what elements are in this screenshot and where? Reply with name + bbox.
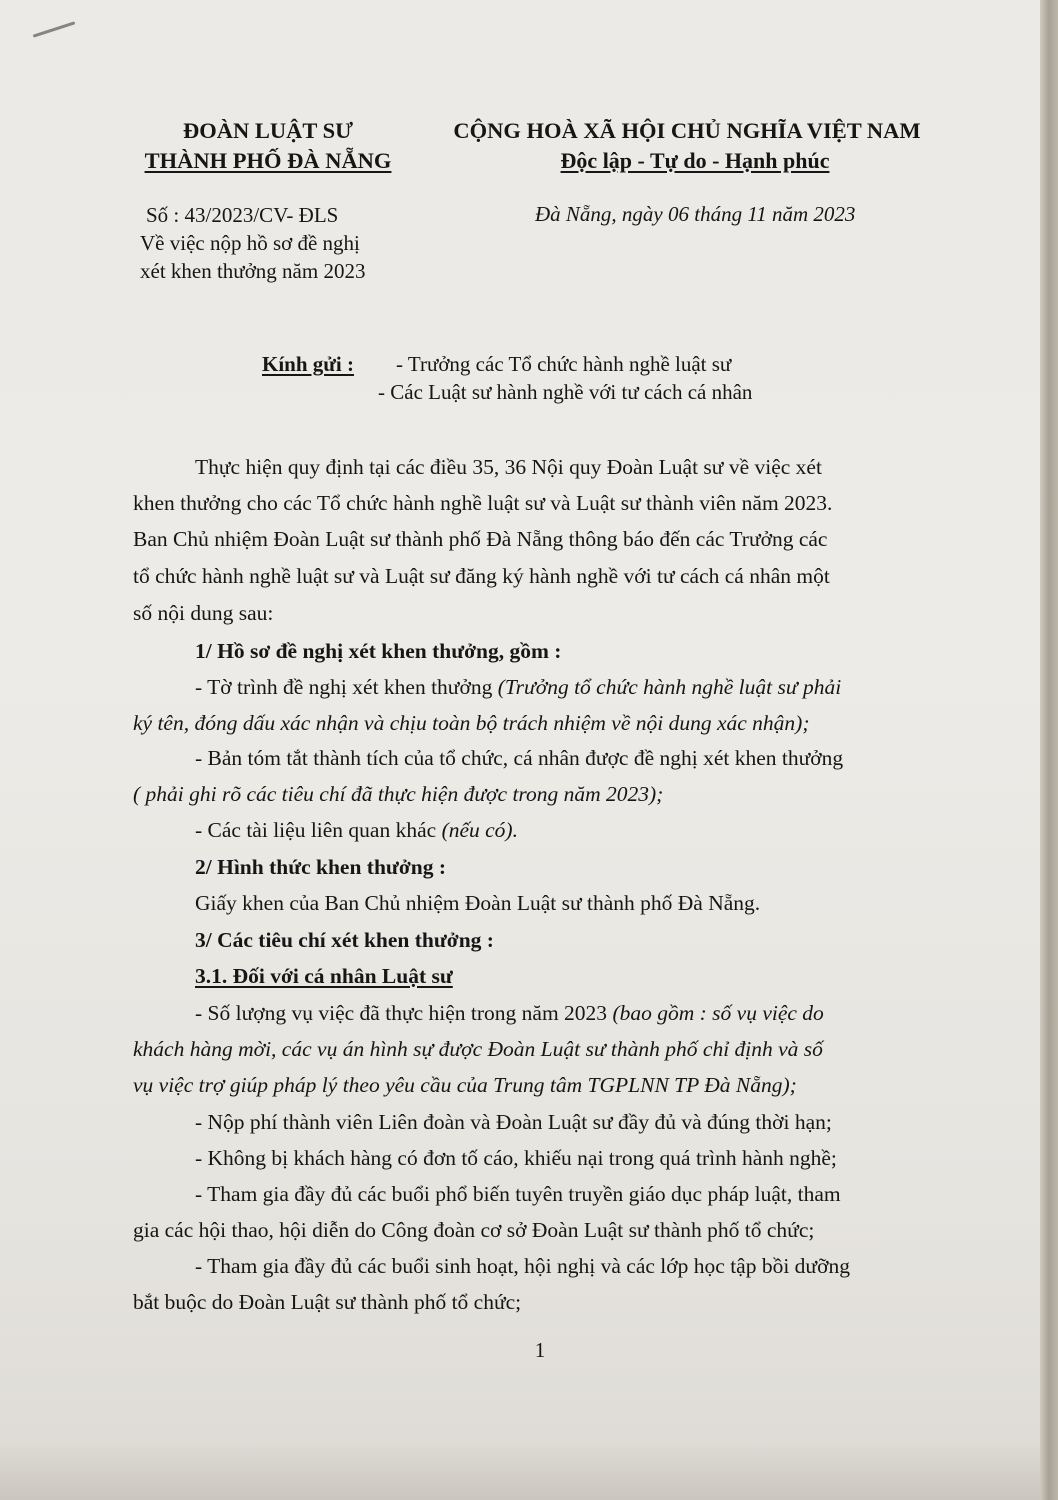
section2-title: 2/ Hình thức khen thưởng : xyxy=(195,855,446,879)
criterion4-cont: gia các hội thao, hội diễn do Công đoàn cơ sở Đoàn Luật sư thành phố tổ chức; xyxy=(133,1218,815,1242)
recipient-1: - Trưởng các Tổ chức hành nghề luật sư xyxy=(396,352,732,376)
place-date: Đà Nẵng, ngày 06 tháng 11 năm 2023 xyxy=(535,202,856,226)
criterion3: - Không bị khách hàng có đơn tố cáo, khiếu nại trong quá trình hành nghề; xyxy=(195,1146,837,1170)
section3-title: 3/ Các tiêu chí xét khen thưởng : xyxy=(195,928,494,952)
page-edge xyxy=(1040,0,1058,1500)
section2-text: Giấy khen của Ban Chủ nhiệm Đoàn Luật sư thành phố Đà Nẵng. xyxy=(195,891,761,915)
criterion1-cont1: khách hàng mời, các vụ án hình sự được Đoàn Luật sư thành phố chỉ định và số xyxy=(133,1037,823,1061)
intro-line5: số nội dung sau: xyxy=(133,601,274,625)
page-number: 1 xyxy=(534,1338,546,1362)
recipient-2: - Các Luật sư hành nghề với tư cách cá nhân xyxy=(378,380,753,404)
page-shadow xyxy=(0,1440,1040,1500)
criterion1-text: - Số lượng vụ việc đã thực hiện trong năm 2023 xyxy=(195,1001,613,1025)
criterion1-note: (bao gồm : số vụ việc do xyxy=(612,1001,824,1025)
section3-subtitle: 3.1. Đối với cá nhân Luật sư xyxy=(195,964,453,988)
document-number: Số : 43/2023/CV- ĐLS xyxy=(146,203,339,227)
section1-item2: - Bản tóm tắt thành tích của tổ chức, cá nhân được đề nghị xét khen thưởng xyxy=(195,746,844,770)
section1-item1-cont: ký tên, đóng dấu xác nhận và chịu toàn bộ trách nhiệm về nội dung xác nhận); xyxy=(133,711,810,735)
intro-line1: Thực hiện quy định tại các điều 35, 36 Nội quy Đoàn Luật sư về việc xét xyxy=(195,455,822,479)
subject-line1: Về việc nộp hồ sơ đề nghị xyxy=(140,231,360,255)
org-name-line1: ĐOÀN LUẬT SƯ xyxy=(182,118,354,143)
section1-item3 xyxy=(195,820,518,842)
criterion5-cont: bắt buộc do Đoàn Luật sư thành phố tổ chức; xyxy=(133,1290,522,1314)
intro-line3: Ban Chủ nhiệm Đoàn Luật sư thành phố Đà Nẵng thông báo đến các Trưởng các xyxy=(133,527,828,551)
criterion5: - Tham gia đầy đủ các buổi sinh hoạt, hội nghị và các lớp học tập bồi dưỡng xyxy=(195,1254,850,1278)
section1-item2-cont: ( phải ghi rõ các tiêu chí đã thực hiện được trong năm 2023); xyxy=(133,782,664,806)
section1-item1-text: - Tờ trình đề nghị xét khen thưởng xyxy=(195,675,498,699)
section1-item1-note: (Trưởng tổ chức hành nghề luật sư phải xyxy=(497,675,842,699)
subject-line2: xét khen thưởng năm 2023 xyxy=(140,259,366,283)
section1-title: 1/ Hồ sơ đề nghị xét khen thưởng, gồm : xyxy=(195,639,562,663)
intro-line2: khen thưởng cho các Tổ chức hành nghề luật sư và Luật sư thành viên năm 2023. xyxy=(133,491,833,515)
nation-motto: Độc lập - Tự do - Hạnh phúc xyxy=(560,148,830,173)
criterion1 xyxy=(195,1003,824,1025)
org-name-line2: THÀNH PHỐ ĐÀ NẴNG xyxy=(144,148,392,173)
pen-mark xyxy=(33,21,76,37)
criterion4: - Tham gia đầy đủ các buổi phổ biến tuyên truyền giáo dục pháp luật, tham xyxy=(195,1182,841,1206)
criterion2: - Nộp phí thành viên Liên đoàn và Đoàn Luật sư đầy đủ và đúng thời hạn; xyxy=(195,1110,832,1134)
recipients-label: Kính gửi : xyxy=(262,352,354,376)
nation-name: CỘNG HOÀ XÃ HỘI CHỦ NGHĨA VIỆT NAM xyxy=(453,118,921,143)
section1-item3-note: (nếu có). xyxy=(441,818,518,842)
criterion1-cont2: vụ việc trợ giúp pháp lý theo yêu cầu của Trung tâm TGPLNN TP Đà Nẵng); xyxy=(133,1073,797,1097)
intro-line4: tổ chức hành nghề luật sư và Luật sư đăng ký hành nghề với tư cách cá nhân một xyxy=(133,564,830,588)
section1-item1 xyxy=(195,677,841,699)
section1-item3-text: - Các tài liệu liên quan khác xyxy=(195,818,442,842)
